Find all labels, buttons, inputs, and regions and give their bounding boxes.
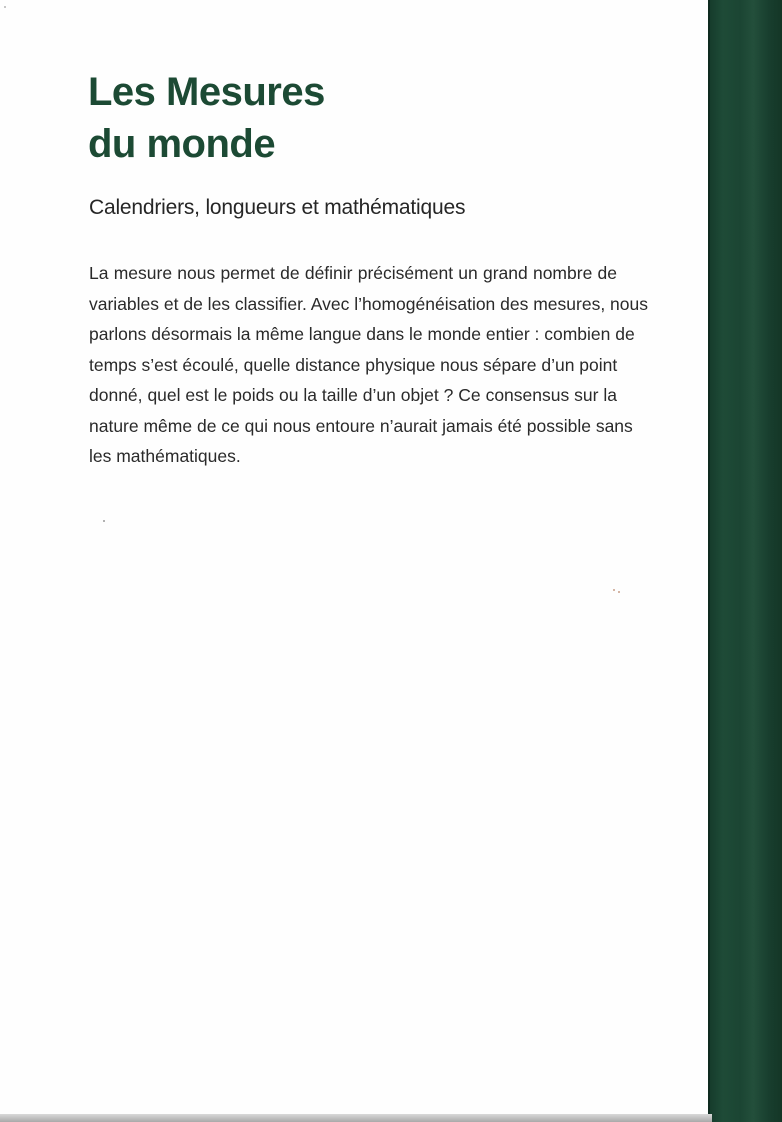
paper-speck (618, 591, 620, 593)
description-line: temps s’est écoulé, quelle distance physique nous sépare d’un point (89, 354, 618, 375)
description-line: parlons désormais la même langue dans le monde entier : combien de (89, 324, 635, 344)
description-line: donné, quel est le poids ou la taille d’un objet ? Ce consensus sur la (89, 385, 617, 405)
paper-speck (613, 589, 615, 591)
book-description (89, 258, 649, 472)
cover-bottom-edge (0, 1114, 712, 1122)
description-line: variables et de les classifier. Avec l’homogénéisation des mesures, nous (89, 293, 649, 314)
paper-speck (4, 6, 6, 8)
description-line: les mathématiques. (89, 446, 241, 466)
book-title (88, 66, 325, 170)
description-line: nature même de ce qui nous entoure n’aurait jamais été possible sans (89, 415, 633, 436)
book-title-line-1: Les Mesures (88, 70, 325, 114)
book-subtitle: Calendriers, longueurs et mathématiques (89, 196, 466, 219)
book-spine (710, 0, 782, 1122)
book-title-line-2: du monde (88, 122, 276, 166)
paper-speck (103, 520, 105, 522)
description-line: La mesure nous permet de définir précisément un grand nombre de (89, 263, 617, 283)
